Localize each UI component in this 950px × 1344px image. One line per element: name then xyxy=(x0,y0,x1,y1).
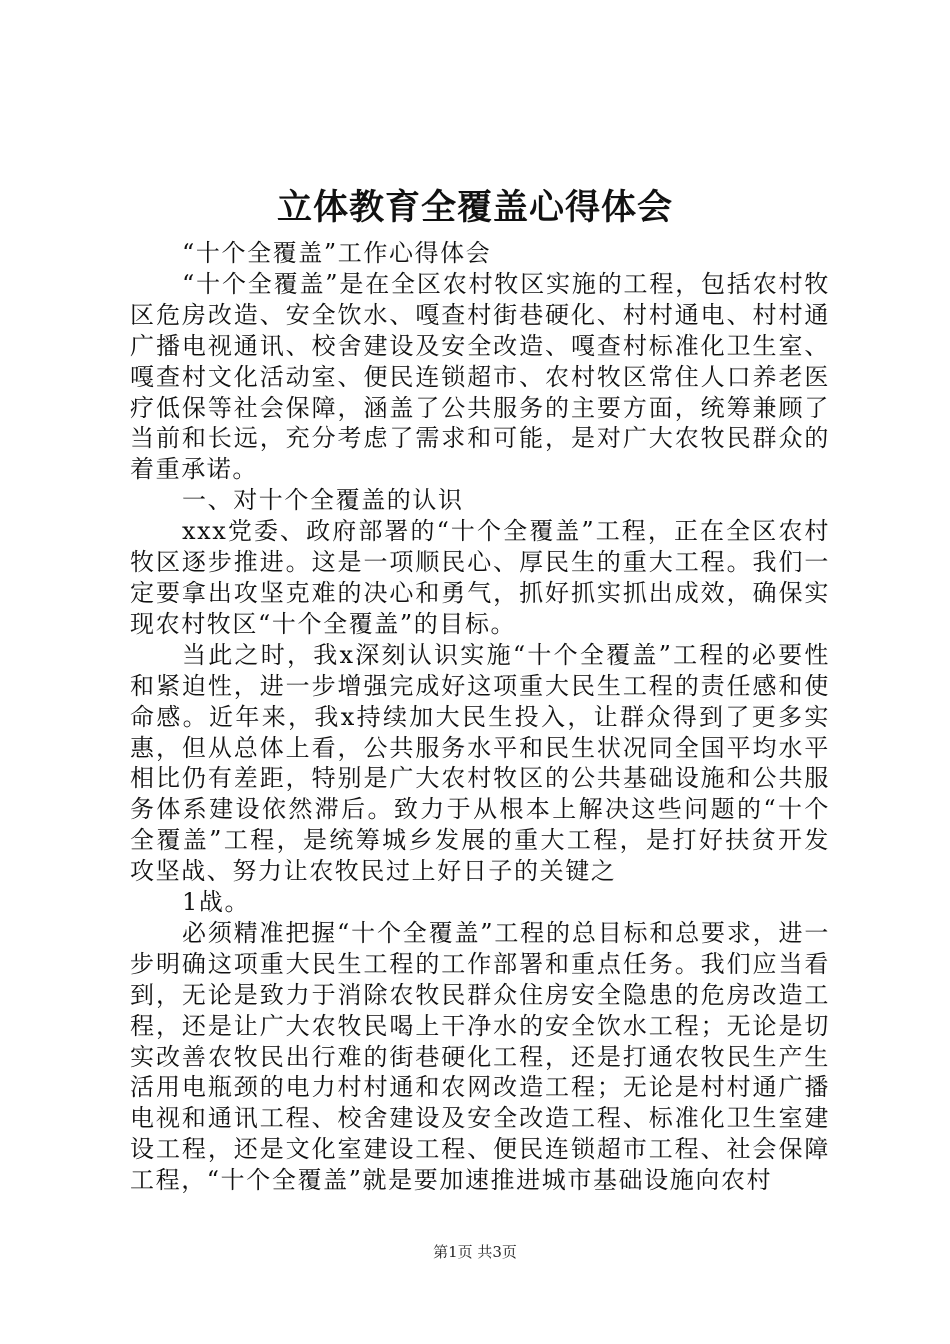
section-heading: 一、对十个全覆盖的认识 xyxy=(182,486,464,515)
intro-paragraph: “十个全覆盖”是在全区农村牧区实施的工程，包括农村牧区危房改造、安全饮水、嘎查村街巷硬化、村村通电、村村通广播电视通讯、校舍建设及安全改造、嘎查村标准化卫生室、嘎查村文化活动室、便民连锁超市、农村牧区常住人口养老医疗低保等社会保障，涵盖了公共服务的主要方面，统筹兼顾了当前和长远，充分考虑了需求和可能，是对广大农牧民群众的着重承诺。 xyxy=(130,269,830,484)
body-paragraph: 1战。 xyxy=(182,888,251,917)
subtitle-paragraph: “十个全覆盖”工作心得体会 xyxy=(182,239,492,267)
document-body xyxy=(130,238,830,1196)
body-paragraph: 必须精准把握“十个全覆盖”工程的总目标和总要求，进一步明确这项重大民生工程的工作部署和重点任务。我们应当看到，无论是致力于消除农牧民群众住房安全隐患的危房改造工程，还是让广大农牧民喝上干净水的安全饮水工程；无论是切实改善农牧民出行难的街巷硬化工程，还是打通农牧民生产生活用电瓶颈的电力村村通和农网改造工程；无论是村村通广播电视和通讯工程、校舍建设及安全改造工程、标准化卫生室建设工程，还是文化室建设工程、便民连锁超市工程、社会保障工程，“十个全覆盖”就是要加速推进城市基础设施向农村 xyxy=(130,918,830,1195)
document-title: 立体教育全覆盖心得体会 xyxy=(276,187,673,228)
page-footer: 第1页 共3页 xyxy=(433,1243,517,1261)
body-paragraph: xxx党委、政府部署的“十个全覆盖”工程，正在全区农村牧区逐步推进。这是一项顺民心、厚民生的重大工程。我们一定要拿出攻坚克难的决心和勇气，抓好抓实抓出成效，确保实现农村牧区“十个全覆盖”的目标。 xyxy=(130,517,830,638)
body-paragraph: 当此之时，我x深刻认识实施“十个全覆盖”工程的必要性和紧迫性，进一步增强完成好这项重大民生工程的责任感和使命感。近年来，我x持续加大民生投入，让群众得到了更多实惠，但从总体上看，公共服务水平和民生状况同全国平均水平相比仍有差距，特别是广大农村牧区的公共基础设施和公共服务体系建设依然滞后。致力于从根本上解决这些问题的“十个全覆盖”工程，是统筹城乡发展的重大工程，是打好扶贫开发攻坚战、努力让农牧民过上好日子的关键之 xyxy=(130,640,830,886)
